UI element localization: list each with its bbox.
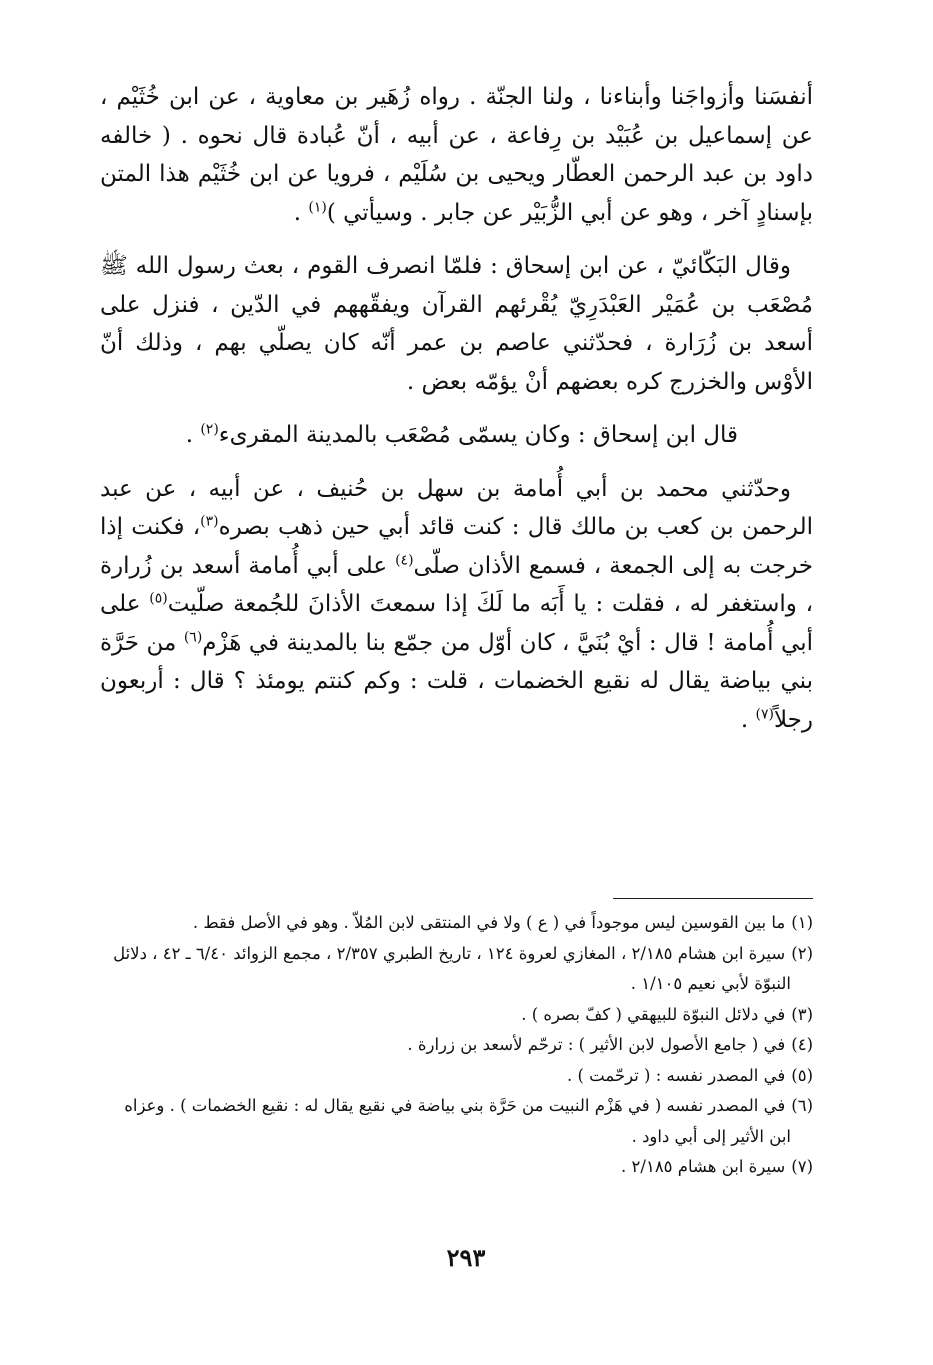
paragraph-3	[100, 416, 813, 455]
footnote-text: في المصدر نفسه : ( ترحّمت ) .	[566, 1065, 786, 1085]
footnote-text: ما بين القوسين ليس موجوداً في ( ع ) ولا في المنتقى لابن المُلاّ . وهو في الأصل فقط .	[192, 913, 786, 932]
footnote-number: (٣)	[791, 1004, 813, 1024]
footnote-text: في دلائل النبوّة للبيهقي ( كفّ بصره ) .	[521, 1004, 786, 1024]
footnote-divider	[613, 898, 813, 899]
paragraph-text: ، فكنت إذا خرجت به إلى الجمعة ، فسمع الأذان صلّى	[100, 514, 813, 579]
paragraph-tail: .	[293, 199, 309, 226]
footnote-number: (٦)	[791, 1096, 813, 1115]
footnote-text: في ( جامع الأصول لابن الأثير ) : ترحّم لأسعد بن زرارة .	[407, 1035, 786, 1054]
footnote-ref-4[interactable]: (٤)	[395, 551, 414, 568]
footnote-1	[100, 908, 813, 939]
footnote-number: (٤)	[791, 1035, 813, 1054]
paragraph-text: على أبي أُمامة أسعد بن زُرارة ، واستغفر له ، فقلت : يا أَبَه ما لَكَ إذا سمعتَ الأذانَ للجُمعة صلّيت	[100, 552, 813, 617]
footnote-ref-3[interactable]: (٣)	[200, 513, 219, 530]
footnote-text: سيرة ابن هشام ٢/١٨٥ .	[621, 1157, 786, 1176]
footnote-ref-5[interactable]: (٥)	[149, 590, 168, 607]
paragraph-text: وقال البَكّائيّ ، عن ابن إسحاق : فلمّا انصرف القوم ، بعث رسول الله ﷺ مُصْعَب بن عُمَيْر العَبْدَرِيّ يُقْرئهم القرآن ويفقّههم في الدّين ، فنزل على أسعد بن زُرَارة ، فحدّثني عاصم بن عمر أنّه كان يصلّي بهم ، وذلك أنّ الأوْس والخزرج كره بعضهم أنْ يؤمّه بعض .	[100, 253, 813, 395]
footnote-ref-2[interactable]: (٢)	[200, 421, 219, 438]
footnote-ref-6[interactable]: (٦)	[183, 628, 203, 645]
footnote-6	[100, 1091, 813, 1152]
main-text	[100, 78, 813, 754]
footnote-number: (١)	[791, 913, 813, 932]
footnote-number: (٥)	[791, 1065, 813, 1085]
footnote-number: (٢)	[791, 943, 813, 963]
paragraph-text: أنفسَنا وأزواجَنا وأبناءنا ، ولنا الجنّة . رواه زُهَير بن معاوية ، عن ابن خُثَيْم ، عن إسماعيل بن عُبَيْد بن رِفاعة ، عن أبيه ، أنّ عُبادة قال نحوه . ( خالفه داود بن عبد الرحمن العطّار ويحيى بن سُلَيْم ، فرويا عن ابن خُثَيْم هذا المتن بإسنادٍ آخر ، وهو عن أبي الزُّبَيْر عن جابر . وسيأتي )	[100, 84, 813, 226]
footnote-text: سيرة ابن هشام ٢/١٨٥ ، المغازي لعروة ١٢٤ ، تاريخ الطبري ٢/٣٥٧ ، مجمع الزوائد ٦/٤٠ ـ ٤٢ ، دلائل النبوّة لأبي نعيم ١/١٠٥ .	[113, 943, 791, 993]
footnote-ref-7[interactable]: (٧)	[755, 705, 774, 722]
footnote-5	[100, 1061, 813, 1092]
page-number: ٢٩٣	[446, 1243, 486, 1272]
footnote-text: في المصدر نفسه ( في هَزْم النبيت من حَرَّة بني بياضة في نقيع يقال له : نقيع الخضمات ) . وعزاه ابن الأثير إلى أبي داود .	[124, 1096, 791, 1146]
footnote-2	[100, 939, 813, 1000]
footnotes	[100, 908, 813, 1183]
paragraph-text: قال ابن إسحاق : وكان يسمّى مُصْعَب بالمدينة المقرىء	[218, 422, 738, 448]
paragraph-tail: .	[185, 422, 201, 448]
paragraph-tail: .	[740, 706, 756, 733]
footnote-ref-1[interactable]: (١)	[308, 198, 327, 215]
paragraph-text: على أبي أُمامة ! قال : أيْ بُنَيَّ ، كان أوّل من جمّع بنا بالمدينة في هَزْم	[100, 591, 813, 656]
paragraph-1	[100, 78, 813, 232]
paragraph-2	[100, 247, 813, 401]
paragraph-text: من حَرَّة بني بياضة يقال له نقيع الخضمات ، قلت : وكم كنتم يومئذ ؟ قال : أربعون رجلاً	[100, 629, 813, 733]
footnote-3	[100, 1000, 813, 1031]
paragraph-text: وحدّثني محمد بن أبي أُمامة بن سهل بن حُنيف ، عن أبيه ، عن عبد الرحمن بن كعب بن مالك قال : كنت قائد أبي حين ذهب بصره	[100, 475, 813, 540]
footnote-4	[100, 1030, 813, 1061]
footnote-7	[100, 1152, 813, 1183]
footnote-number: (٧)	[791, 1157, 813, 1176]
paragraph-4	[100, 470, 813, 740]
